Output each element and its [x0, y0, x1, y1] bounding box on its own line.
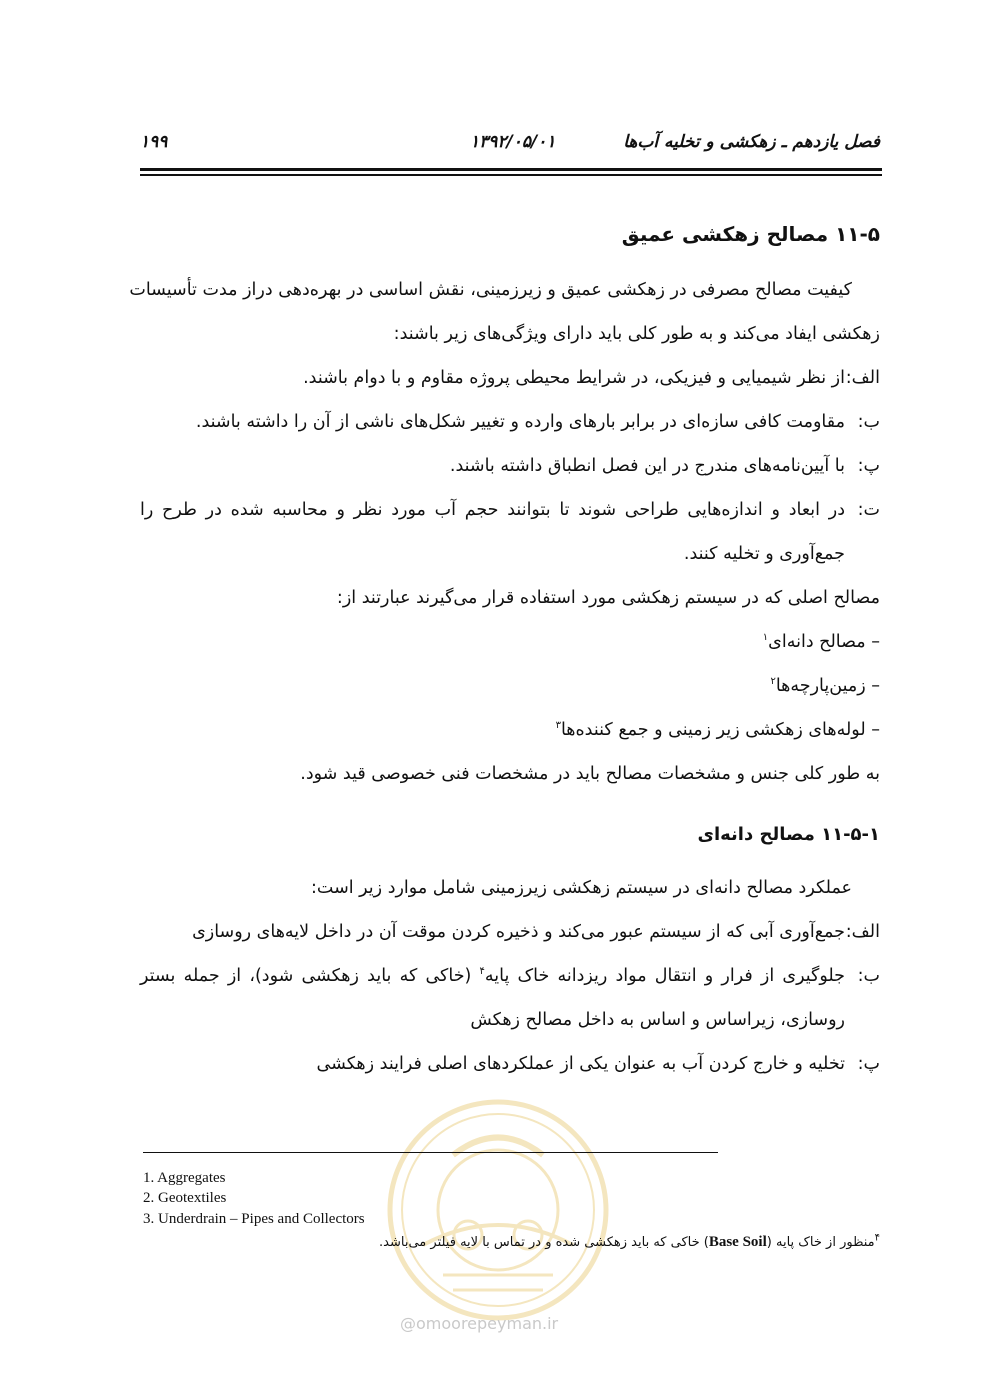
header-rule-thick: [140, 168, 882, 171]
materials-list-item: – لوله‌های زهکشی زیر زمینی و جمع کننده‌ها$^۳$: [555, 720, 880, 740]
header-rule-thin: [140, 174, 882, 176]
materials-list-item: – زمین‌پارچه‌ها$^۲$: [770, 676, 880, 696]
page-number: ۱۹۹: [140, 132, 168, 152]
list-item-label: پ:: [857, 456, 880, 476]
watermark-logo: [383, 1095, 613, 1325]
closing-paragraph: به طور کلی جنس و مشخصات مصالح باید در مشخصات فنی خصوصی قید شود.: [300, 764, 880, 784]
footnote-1: 1. Aggregates: [143, 1170, 226, 1186]
footnote-ref: ۴: [479, 966, 485, 978]
list-item-label: ت:: [857, 500, 880, 520]
list-item-text: با آیین‌نامه‌های مندرج در این فصل انطباق داشته باشند.: [449, 456, 845, 476]
list-item-label: الف:: [845, 922, 880, 942]
footnote-ref: ۳: [555, 720, 561, 732]
intro-paragraph-line-2: زهکشی ایفاد می‌کند و به طور کلی باید دارای ویژگی‌های زیر باشند:: [393, 324, 880, 344]
subsection-heading: ۱۱-۵-۱ مصالح دانه‌ای: [697, 824, 880, 845]
section-heading: ۱۱-۵ مصالح زهکشی عمیق: [621, 222, 880, 246]
list-item-text: تخلیه و خارج کردن آب به عنوان یکی از عملکردهای اصلی فرایند زهکشی: [316, 1054, 845, 1074]
footnote-2: 2. Geotextiles: [143, 1190, 227, 1206]
footnote-4: $^۴$منظور از خاک پایه (Base Soil) خاکی که باید زهکشی شده و در تماس با لایه فیلتر می‌باشد.: [379, 1232, 880, 1250]
materials-intro: مصالح اصلی که در سیستم زهکشی مورد استفاده قرار می‌گیرند عبارتند از:: [336, 588, 880, 608]
footnote-ref: ۲: [770, 676, 776, 688]
list-item-label: الف:: [845, 368, 880, 388]
footnote-separator: [143, 1152, 718, 1153]
list-item-label: پ:: [857, 1054, 880, 1074]
list-item-text: مقاومت کافی سازه‌ای در برابر بارهای وارده و تغییر شکل‌های ناشی از آن را داشته باشند.: [195, 412, 845, 432]
running-header-chapter: فصل یازدهم ـ زهکشی و تخلیه آب‌ها: [623, 132, 880, 152]
subsection-intro: عملکرد مصالح دانه‌ای در سیستم زهکشی زیرزمینی شامل موارد زیر است:: [310, 878, 852, 898]
list-item-text: جلوگیری از فرار و انتقال مواد ریزدانه خاک پایه$^۴$ (خاکی که باید زهکشی شود)، از جمله بستر: [140, 966, 845, 986]
footnote-3: 3. Underdrain – Pipes and Collectors: [143, 1211, 365, 1227]
list-item-text-continued: روسازی، زیراساس و اساس به داخل مصالح زهکش: [470, 1010, 845, 1030]
list-item-text: از نظر شیمیایی و فیزیکی، در شرایط محیطی پروژه مقاوم و با دوام باشند.: [303, 368, 845, 388]
running-header-date: ۱۳۹۲/۰۵/۰۱: [470, 132, 556, 152]
footnote-ref: ۱: [762, 632, 769, 644]
list-item-text: جمع‌آوری آبی که از سیستم عبور می‌کند و ذخیره کردن موقت آن در داخل لایه‌های روسازی: [192, 922, 845, 942]
list-item-label: ب:: [857, 966, 880, 986]
materials-list-item: – مصالح دانه‌ای$^۱$: [762, 632, 880, 652]
list-item-text: در ابعاد و اندازه‌هایی طراحی شوند تا بتوانند حجم آب مورد نظر و محاسبه شده در طرح را: [140, 500, 845, 520]
watermark-url: @omoorepeyman.ir: [400, 1314, 559, 1333]
list-item-label: ب:: [857, 412, 880, 432]
list-item-text-continued: جمع‌آوری و تخلیه کنند.: [683, 544, 845, 564]
intro-paragraph-line-1: کیفیت مصالح مصرفی در زهکشی عمیق و زیرزمینی، نقش اساسی در بهره‌دهی دراز مدت تأسیسات: [129, 280, 852, 300]
